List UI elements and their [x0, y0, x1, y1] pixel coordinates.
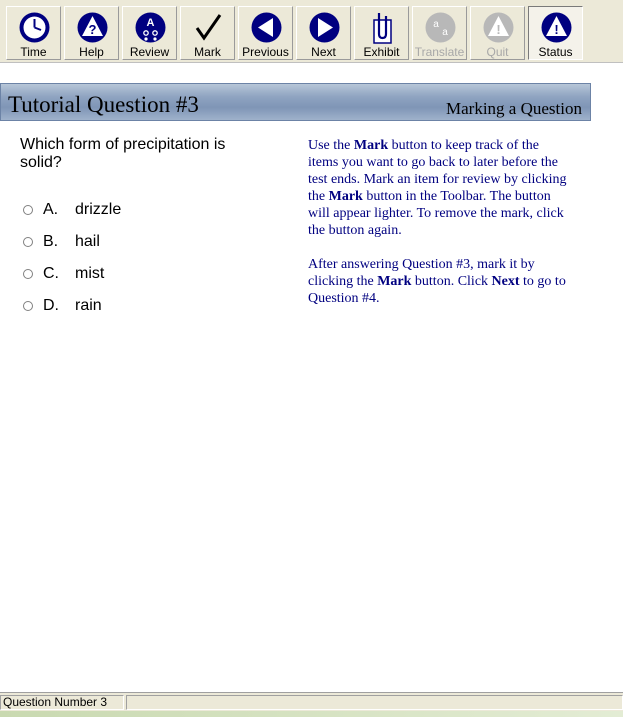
help-icon — [75, 10, 110, 45]
quit-label: Quit — [486, 45, 509, 59]
status-label: Status — [538, 45, 573, 59]
instruction-bold: Next — [491, 274, 520, 289]
option-letter: D. — [43, 297, 59, 314]
translate-button[interactable] — [412, 6, 467, 60]
instructions-paragraph-1 — [308, 137, 570, 239]
paperclip-icon — [365, 10, 400, 45]
instruction-bold: Mark — [353, 138, 389, 153]
taskbar-strip — [0, 711, 623, 717]
option-text: drizzle — [75, 201, 122, 218]
option-text: hail — [75, 233, 100, 250]
quit-button[interactable] — [470, 6, 525, 60]
instructions-panel — [308, 137, 570, 324]
page-subtitle: Marking a Question — [446, 99, 582, 118]
option-text: rain — [75, 297, 102, 314]
option-text: mist — [75, 265, 105, 282]
translate-label: Translate — [414, 45, 465, 59]
toolbar — [0, 0, 623, 63]
svg-text:?: ? — [88, 22, 97, 37]
instruction-text: button. Click — [411, 274, 492, 289]
radio-button-d[interactable] — [23, 301, 33, 311]
toolbar-divider — [0, 62, 623, 63]
next-button[interactable] — [296, 6, 351, 60]
svg-text:a: a — [442, 27, 448, 38]
status-icon — [539, 10, 574, 45]
status-bar-empty-pane — [126, 695, 623, 710]
time-button[interactable] — [6, 6, 61, 60]
instruction-text: Use the — [308, 138, 354, 153]
translate-icon — [423, 10, 458, 45]
review-icon — [133, 10, 168, 45]
instruction-text: to go to Question #4. — [308, 274, 566, 306]
instructions-paragraph-2 — [308, 256, 570, 307]
help-button[interactable] — [64, 6, 119, 60]
radio-button-a[interactable] — [23, 205, 33, 215]
question-banner — [0, 83, 591, 121]
instruction-bold: Mark — [328, 189, 363, 204]
option-letter: B. — [43, 233, 59, 250]
question-number-status: Question Number 3 — [0, 695, 124, 710]
instruction-bold: Mark — [377, 274, 412, 289]
previous-button[interactable] — [238, 6, 293, 60]
mark-label: Mark — [194, 45, 221, 59]
page-title: Tutorial Question #3 — [8, 92, 199, 117]
radio-button-c[interactable] — [23, 269, 33, 279]
question-text: Which form of precipitation is solid? — [20, 136, 226, 171]
option-letter: A. — [43, 201, 59, 218]
quit-icon — [481, 10, 516, 45]
status-bar — [0, 692, 623, 712]
exhibit-button[interactable] — [354, 6, 409, 60]
previous-label: Previous — [242, 45, 289, 59]
instruction-text: button to keep track of the items you want to go back to later before the test ends. Mark an item for review by clicking the — [308, 138, 567, 204]
arrow-left-icon — [249, 10, 284, 45]
exhibit-label: Exhibit — [363, 45, 400, 59]
svg-text:!: ! — [554, 22, 559, 37]
next-label: Next — [311, 45, 336, 59]
status-button[interactable] — [528, 6, 583, 60]
instruction-text: After answering Question #3, mark it by clicking the — [308, 257, 535, 289]
radio-button-b[interactable] — [23, 237, 33, 247]
mark-button[interactable] — [180, 6, 235, 60]
checkmark-icon — [191, 10, 226, 45]
svg-text:a: a — [433, 19, 439, 30]
clock-icon — [17, 10, 52, 45]
review-button[interactable] — [122, 6, 177, 60]
help-label: Help — [79, 45, 104, 59]
time-label: Time — [20, 45, 47, 59]
svg-text:A: A — [146, 17, 155, 29]
instruction-text: button in the Toolbar. The button will appear lighter. To remove the mark, click the button again. — [308, 189, 564, 238]
option-letter: C. — [43, 265, 59, 282]
review-label: Review — [129, 45, 170, 59]
arrow-right-icon — [307, 10, 342, 45]
svg-text:!: ! — [496, 22, 501, 37]
